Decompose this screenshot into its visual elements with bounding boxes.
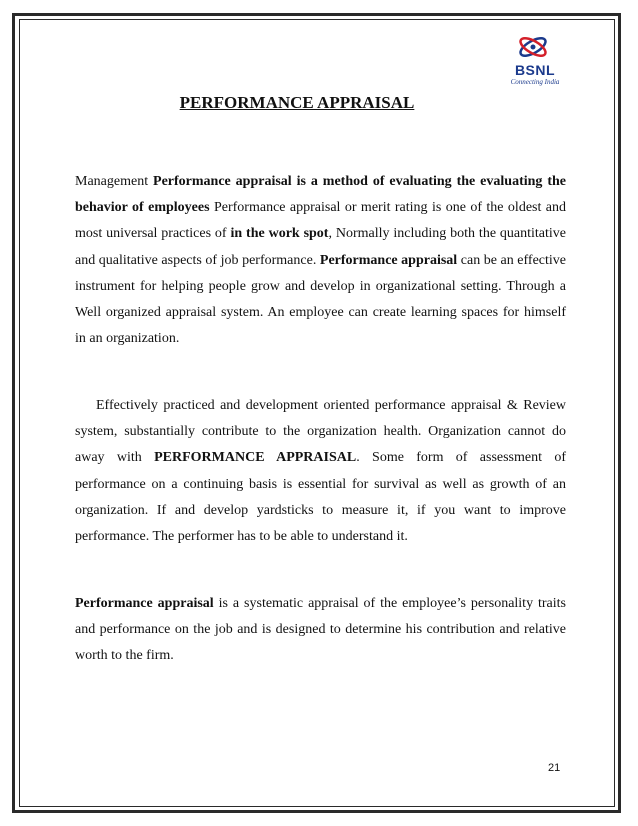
p1-text-3: , Normally including both the quantitative and qualitative aspects of job performance.: [75, 226, 567, 268]
p1-bold-3: Performance appraisal: [319, 252, 458, 268]
paragraph-1: [75, 169, 566, 352]
p1-bold-2: in the work spot: [230, 226, 329, 242]
page-number: 21: [548, 762, 561, 774]
p1-bold-1: Performance appraisal is a method of evaluating the evaluating the behavior of employees: [75, 174, 566, 216]
p3-bold-1: Performance appraisal: [75, 596, 214, 611]
p1-text-1: Management: [75, 174, 154, 189]
p1-text-2: Performance appraisal or merit rating is one of the oldest and most universal practices of: [75, 200, 566, 242]
page-title: [0, 93, 638, 113]
p2-text-2: . Some form of assessment of performance on a continuing basis is essential for survival as well as growth of an organization. If and develop yardsticks to measure it, if you want to improve performance. The performer has to be able to understand it.: [75, 450, 566, 545]
paragraph-3: [75, 591, 566, 670]
p3-text-1: is a systematic appraisal of the employee’s personality traits and performance on the job and is designed to determine his contribution and relative worth to the firm.: [75, 596, 567, 664]
logo-tagline: Connecting India: [510, 78, 560, 86]
logo-name: BSNL: [514, 62, 556, 78]
paragraph-2: [75, 393, 566, 550]
p1-text-4: can be an effective instrument for helping people grow and develop in organizational setting. Through a Well organized appraisal system. An employee can create learning spaces for himself in an organization.: [75, 252, 567, 347]
page-title-text: PERFORMANCE APPRAISAL: [179, 93, 415, 112]
p2-bold-1: PERFORMANCE APPRAISAL: [154, 450, 357, 466]
p2-text-1: Effectively practiced and development oriented performance appraisal & Review system, substantially contribute to the organization health. Organization cannot do away with: [75, 398, 566, 466]
